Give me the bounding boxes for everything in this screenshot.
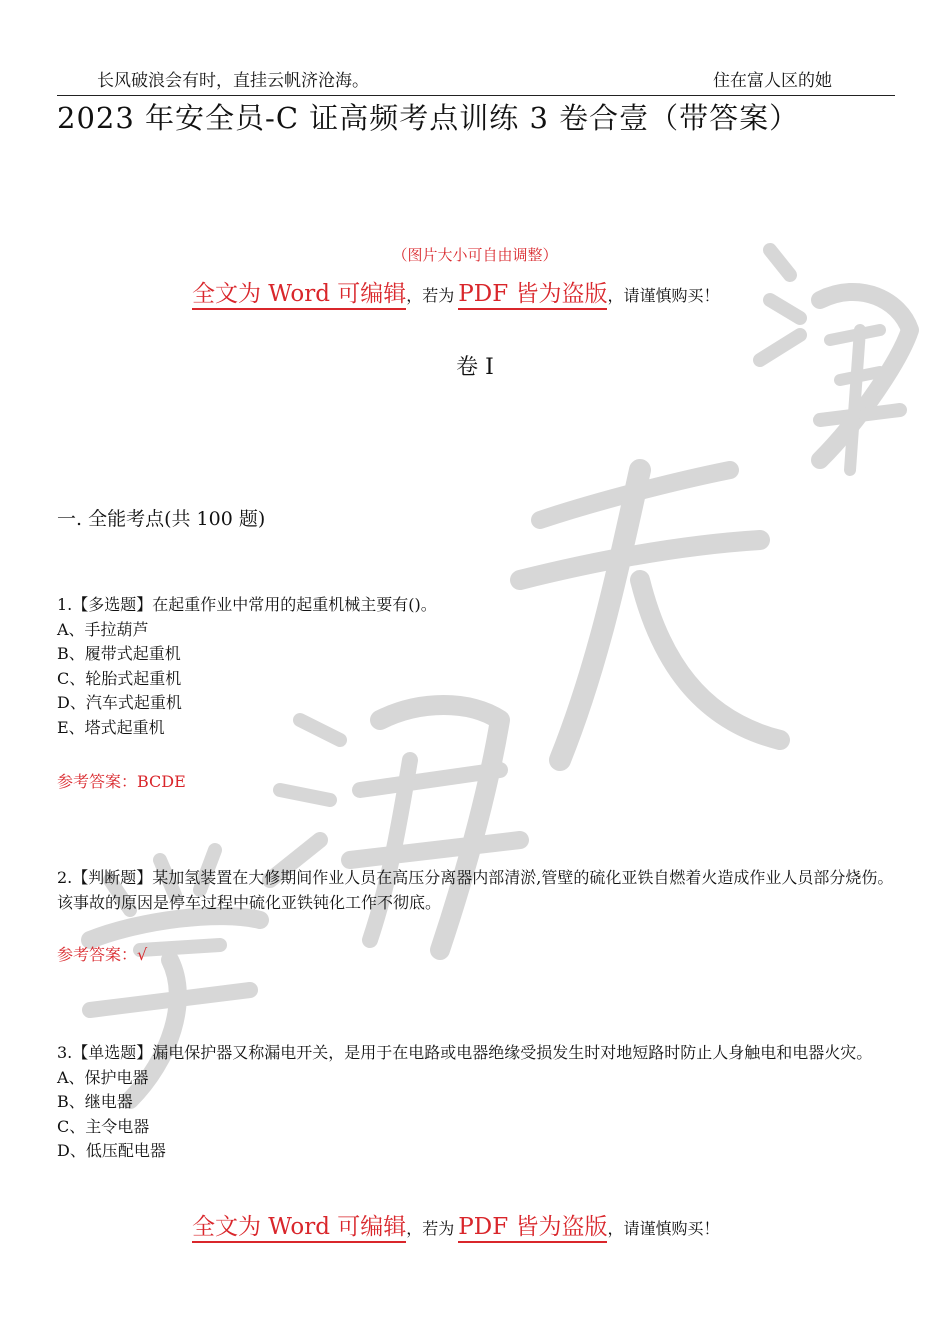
option-a: A、保护电器	[57, 1067, 149, 1087]
option-c: C、轮胎式起重机	[57, 668, 182, 688]
question-1	[57, 593, 897, 740]
header-author: 住在富人区的她	[713, 71, 832, 91]
document-title: 2023 年安全员-C 证高频考点训练 3 卷合壹（带答案）	[57, 101, 800, 135]
question-stem: 3.【单选题】漏电保护器又称漏电开关，是用于在电路或电器绝缘受损发生时对地短路时防止人身触电和电器火灾。	[57, 1043, 873, 1062]
option-d: D、低压配电器	[57, 1141, 166, 1160]
question-stem: 1.【多选题】在起重作业中常用的起重机械主要有()。	[57, 595, 437, 614]
option-a: A、手拉葫芦	[57, 619, 149, 639]
option-c: C、主令电器	[57, 1116, 150, 1136]
option-e: E、塔式起重机	[57, 717, 165, 737]
header-motto: 长风破浪会有时，直挂云帆济沧海。	[97, 71, 369, 91]
promo-editable: 全文为 Word 可编辑	[192, 281, 406, 310]
option-b: B、继电器	[57, 1092, 133, 1111]
promo-banner-bottom	[192, 1208, 720, 1241]
question-2	[57, 866, 897, 915]
answer-2: 参考答案：√	[57, 945, 148, 964]
promo-pirated: PDF 皆为盗版	[458, 1214, 607, 1243]
promo-caution: ，请谨慎购买！	[607, 286, 720, 305]
answer-1: 参考答案：BCDE	[57, 772, 186, 791]
promo-caution: ，请谨慎购买！	[607, 1219, 720, 1238]
option-d: D、汽车式起重机	[57, 693, 182, 712]
section-heading: 一. 全能考点(共 100 题)	[57, 508, 266, 530]
promo-if: ，若为	[406, 1219, 455, 1238]
option-b: B、履带式起重机	[57, 644, 181, 663]
question-stem: 2.【判断题】某加氢装置在大修期间作业人员在高压分离器内部清淤,管壁的硫化亚铁自燃着火造成作业人员部分烧伤。该事故的原因是停车过程中硫化亚铁钝化工作不彻底。	[57, 868, 894, 912]
promo-if: ，若为	[406, 286, 455, 305]
promo-editable: 全文为 Word 可编辑	[192, 1214, 406, 1243]
promo-pirated: PDF 皆为盗版	[458, 281, 607, 310]
volume-heading: 卷 I	[456, 355, 494, 380]
promo-banner-top	[192, 275, 720, 308]
image-size-note: （图片大小可自由调整）	[392, 246, 558, 264]
question-3	[57, 1041, 897, 1164]
